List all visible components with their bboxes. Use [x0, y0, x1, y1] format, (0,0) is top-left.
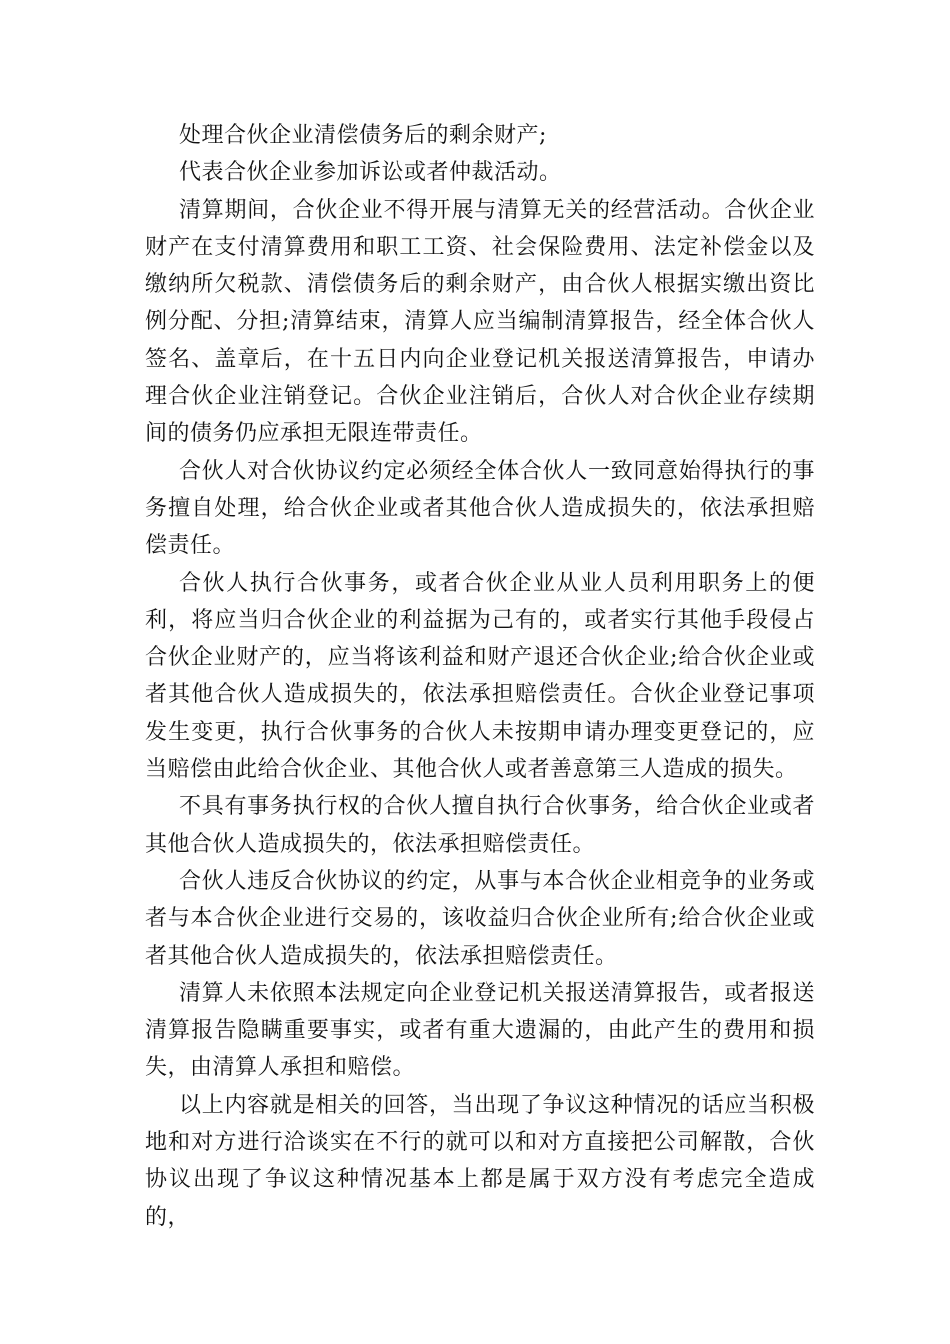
- paragraph-1: 处理合伙企业清偿债务后的剩余财产;: [179, 123, 547, 148]
- paragraph-9: 以上内容就是相关的回答，当出现了争议这种情况的话应当积极地和对方进行洽谈实在不行的就可以和对方直接把公司解散，合伙协议出现了争议这种情况基本上都是属于双方没有考虑完全造成的，: [145, 1092, 815, 1230]
- paragraph-2: 代表合伙企业参加诉讼或者仲裁活动。: [179, 160, 562, 186]
- paragraph-4: 合伙人对合伙协议约定必须经全体合伙人一致同意始得执行的事务擅自处理，给合伙企业或者其他合伙人造成损失的，依法承担赔偿责任。: [145, 458, 815, 559]
- paragraph-6: 不具有事务执行权的合伙人擅自执行合伙事务，给合伙企业或者其他合伙人造成损失的，依法承担赔偿责任。: [145, 794, 815, 857]
- paragraph-8: 清算人未依照本法规定向企业登记机关报送清算报告，或者报送清算报告隐瞒重要事实，或者有重大遗漏的，由此产生的费用和损失，由清算人承担和赔偿。: [145, 980, 815, 1081]
- paragraph-5: 合伙人执行合伙事务，或者合伙企业从业人员利用职务上的便利，将应当归合伙企业的利益据为己有的，或者实行其他手段侵占合伙企业财产的，应当将该利益和财产退还合伙企业;给合伙企业或者其他合伙人造成损失的，依法承担赔偿责任。合伙企业登记事项发生变更，执行合伙事务的合伙人未按期申请办理变更登记的，应当赔偿由此给合伙企业、其他合伙人或者善意第三人造成的损失。: [145, 570, 815, 783]
- document-body: [145, 117, 815, 1236]
- paragraph-3: 清算期间，合伙企业不得开展与清算无关的经营活动。合伙企业财产在支付清算费用和职工工资、社会保险费用、法定补偿金以及缴纳所欠税款、清偿债务后的剩余财产，由合伙人根据实缴出资比例分配、分担;清算结束，清算人应当编制清算报告，经全体合伙人签名、盖章后，在十五日内向企业登记机关报送清算报告，申请办理合伙企业注销登记。合伙企业注销后，合伙人对合伙企业存续期间的债务仍应承担无限连带责任。: [145, 197, 815, 447]
- paragraph-7: 合伙人违反合伙协议的约定，从事与本合伙企业相竞争的业务或者与本合伙企业进行交易的，该收益归合伙企业所有;给合伙企业或者其他合伙人造成损失的，依法承担赔偿责任。: [145, 868, 815, 969]
